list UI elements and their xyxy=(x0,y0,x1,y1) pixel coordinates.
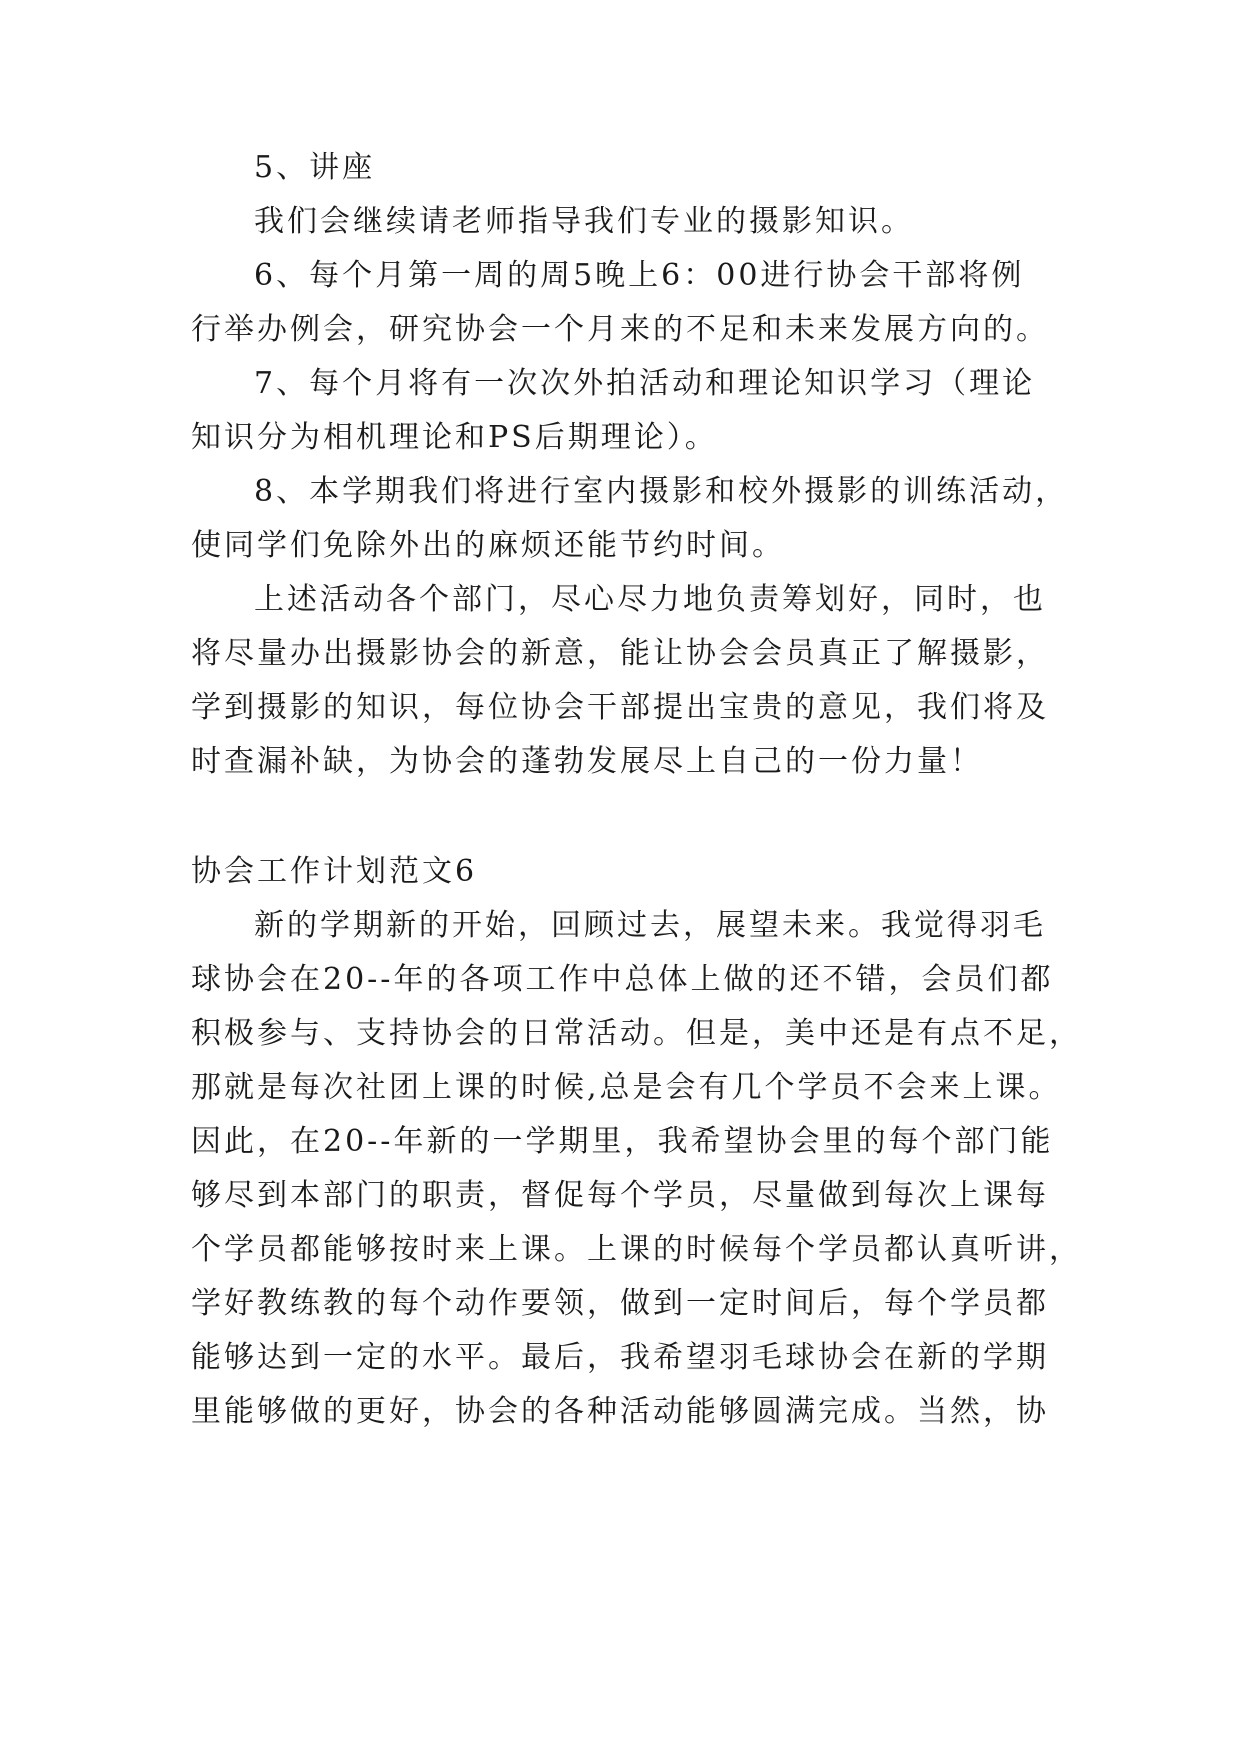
text-line: 积极参与、支持协会的日常活动。但是，美中还是有点不足， xyxy=(191,1016,1082,1051)
text-line: 里能够做的更好，协会的各种活动能够圆满完成。当然，协 xyxy=(191,1394,1049,1429)
text-line: 知识分为相机理论和PS后期理论）。 xyxy=(191,420,718,455)
text-line: 行举办例会，研究协会一个月来的不足和未来发展方向的。 xyxy=(191,312,1049,347)
text-line: 5、讲座 xyxy=(254,150,376,185)
text-line: 上述活动各个部门，尽心尽力地负责筹划好，同时，也 xyxy=(254,582,1046,617)
text-line: 因此，在20--年新的一学期里，我希望协会里的每个部门能 xyxy=(191,1124,1054,1159)
text-line: 个学员都能够按时来上课。上课的时候每个学员都认真听讲， xyxy=(191,1232,1082,1267)
text-line: 7、每个月将有一次次外拍活动和理论知识学习（理论 xyxy=(254,366,1036,401)
text-line: 学好教练教的每个动作要领，做到一定时间后，每个学员都 xyxy=(191,1286,1049,1321)
text-line: 我们会继续请老师指导我们专业的摄影知识。 xyxy=(254,204,914,239)
text-line: 新的学期新的开始，回顾过去，展望未来。我觉得羽毛 xyxy=(254,908,1046,943)
text-line: 时查漏补缺，为协会的蓬勃发展尽上自己的一份力量！ xyxy=(191,744,983,779)
text-line: 学到摄影的知识，每位协会干部提出宝贵的意见，我们将及 xyxy=(191,690,1049,725)
text-line: 球协会在20--年的各项工作中总体上做的还不错，会员们都 xyxy=(191,962,1054,997)
text-line: 将尽量办出摄影协会的新意，能让协会会员真正了解摄影， xyxy=(191,636,1049,671)
section-heading: 协会工作计划范文6 xyxy=(191,854,478,889)
text-line: 够尽到本部门的职责，督促每个学员，尽量做到每次上课每 xyxy=(191,1178,1049,1213)
text-line: 使同学们免除外出的麻烦还能节约时间。 xyxy=(191,528,785,563)
text-line: 8、本学期我们将进行室内摄影和校外摄影的训练活动， xyxy=(254,474,1069,509)
text-line: 6、每个月第一周的周5晚上6：00进行协会干部将例 xyxy=(254,258,1025,293)
text-line: 那就是每次社团上课的时候,总是会有几个学员不会来上课。 xyxy=(191,1070,1062,1105)
text-line: 能够达到一定的水平。最后，我希望羽毛球协会在新的学期 xyxy=(191,1340,1049,1375)
